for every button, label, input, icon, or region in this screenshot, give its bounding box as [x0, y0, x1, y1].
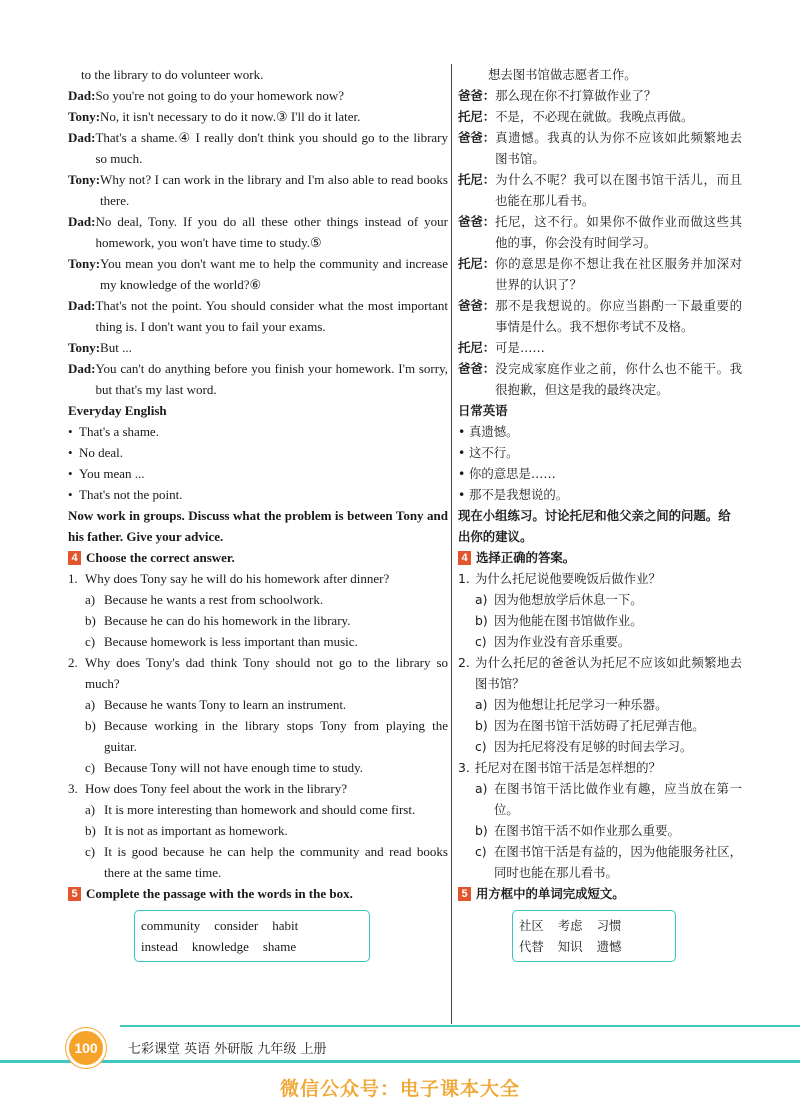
- option-text: 在图书馆干活比做作业有趣，应当放在第一位。: [494, 781, 742, 817]
- question-number: 2.: [68, 655, 78, 670]
- option-text: 因为作业没有音乐重要。: [494, 634, 631, 649]
- section-4-heading-zh: [458, 547, 742, 568]
- answer-option: [68, 757, 448, 778]
- speaker-label: Tony:: [68, 256, 101, 271]
- dialogue-text: 没完成家庭作业之前，你什么也不能干。我很抱歉，但这是我的最终决定。: [495, 361, 742, 397]
- answer-option: [458, 841, 742, 883]
- option-text: 因为托尼将没有足够的时间去学习。: [494, 739, 693, 754]
- bullet-item: [68, 484, 448, 505]
- answer-option: [458, 694, 742, 715]
- dialogue-text: 不是，不必现在就做。我晚点再做。: [495, 109, 694, 124]
- bullet-text: No deal.: [79, 445, 124, 460]
- question-text: 为什么托尼说他要晚饭后做作业？: [475, 571, 661, 586]
- answer-option: [68, 631, 448, 652]
- section-5-number-zh: 5: [458, 887, 471, 901]
- question-text: 为什么托尼的爸爸认为托尼不应该如此频繁地去图书馆？: [475, 655, 742, 691]
- word-box-zh: [512, 910, 676, 962]
- dialogue-text: But ...: [100, 340, 132, 355]
- option-letter: b): [475, 718, 488, 733]
- answer-option: [68, 820, 448, 841]
- section-5-heading: [68, 883, 448, 904]
- dialogue-line-continued: to the library to do volunteer work.: [81, 67, 264, 82]
- dialogue-line: [68, 337, 448, 358]
- footer-rule-top: [120, 1025, 800, 1027]
- option-letter: c): [85, 760, 96, 775]
- dialogue-line: [68, 127, 448, 169]
- answer-option: [458, 589, 742, 610]
- question-number: 3.: [68, 781, 78, 796]
- question-text: 托尼对在图书馆干活是怎样想的？: [475, 760, 661, 775]
- answer-option: [68, 610, 448, 631]
- word-box-item: shame: [262, 939, 297, 954]
- word-box-item: 习惯: [596, 918, 622, 933]
- bullet-text: You mean ...: [79, 466, 145, 481]
- option-letter: b): [85, 613, 96, 628]
- word-box-item: community: [141, 918, 201, 933]
- option-letter: b): [475, 823, 488, 838]
- dialogue-line-continued-zh: 想去图书馆做志愿者工作。: [488, 67, 637, 82]
- answer-option: [458, 820, 742, 841]
- watermark-text: 微信公众号：电子课本大全: [279, 1078, 520, 1100]
- bullet-item: [458, 421, 742, 442]
- chinese-dialogue: [458, 85, 742, 400]
- groups-instruction: Now work in groups. Discuss what the problem is between Tony and his father. Give your advice.: [68, 508, 448, 544]
- word-box-item: 遗憾: [596, 939, 622, 954]
- book-title: 七彩课堂 英语 外研版 九年级 上册: [128, 1042, 327, 1057]
- option-letter: b): [475, 613, 488, 628]
- everyday-english-list-zh: [458, 421, 742, 505]
- speaker-label: Dad:: [68, 361, 96, 376]
- dialogue-text: 那不是我想说的。你应当斟酌一下最重要的事情是什么。我不想你考试不及格。: [495, 298, 742, 334]
- dialogue-text: 真遗憾。我真的认为你不应该如此频繁地去图书馆。: [495, 130, 742, 166]
- speaker-label: Tony:: [68, 109, 101, 124]
- dialogue-text: That's a shame.④ I really don't think you should go to the library so much.: [95, 130, 448, 166]
- section-4-title-zh: 选择正确的答案。: [476, 550, 576, 565]
- bullet-icon: •: [458, 424, 466, 439]
- option-text: Because working in the library stops Tony from playing the guitar.: [104, 718, 448, 754]
- question-text: Why does Tony say he will do his homework after dinner?: [85, 571, 390, 586]
- dialogue-text: 可是……: [495, 340, 545, 355]
- question-number: 1.: [458, 571, 470, 586]
- question: [68, 568, 448, 589]
- speaker-label: Dad:: [68, 130, 96, 145]
- question-number: 2.: [458, 655, 470, 670]
- word-box-item: 知识: [557, 939, 583, 954]
- option-letter: c): [85, 844, 96, 859]
- bullet-text: That's not the point.: [79, 487, 183, 502]
- option-text: It is not as important as homework.: [104, 823, 288, 838]
- word-box-item: consider: [214, 918, 259, 933]
- english-column: [68, 64, 448, 962]
- bullet-text: That's a shame.: [79, 424, 159, 439]
- answer-option: [458, 715, 742, 736]
- question-number: 3.: [458, 760, 470, 775]
- dialogue-line: [458, 127, 742, 169]
- chinese-column: [458, 64, 742, 962]
- speaker-label: Dad:: [68, 298, 96, 313]
- dialogue-text: No deal, Tony. If you do all these other things instead of your homework, you won't have time to study.⑤: [95, 214, 448, 250]
- section-4-questions-zh: [458, 568, 742, 883]
- section-5-title: Complete the passage with the words in the box.: [86, 886, 353, 901]
- section-4-heading: [68, 547, 448, 568]
- dialogue-line: [458, 253, 742, 295]
- dialogue-text: 那么现在你不打算做作业了？: [495, 88, 657, 103]
- word-box-item: instead: [141, 939, 178, 954]
- groups-instruction-zh: 现在小组练习。讨论托尼和他父亲之间的问题。给出你的建议。: [458, 508, 731, 544]
- option-text: 因为他想放学后休息一下。: [494, 592, 643, 607]
- section-4-number: 4: [68, 551, 81, 565]
- speaker-label: Dad:: [68, 214, 96, 229]
- bullet-icon: •: [458, 445, 466, 460]
- dialogue-text: No, it isn't necessary to do it now.③ I'll do it later.: [100, 109, 361, 124]
- option-letter: a): [85, 592, 96, 607]
- option-letter: a): [475, 781, 488, 796]
- option-letter: c): [475, 844, 487, 859]
- speaker-label: 托尼：: [458, 109, 496, 124]
- bullet-item: [68, 421, 448, 442]
- option-letter: b): [85, 823, 96, 838]
- speaker-label: Tony:: [68, 172, 101, 187]
- dialogue-line: [68, 106, 448, 127]
- speaker-label: 爸爸：: [458, 361, 496, 376]
- answer-option: [68, 589, 448, 610]
- speaker-label: 爸爸：: [458, 214, 496, 229]
- question: [458, 757, 742, 778]
- option-letter: c): [475, 634, 487, 649]
- option-text: 在图书馆干活是有益的，因为他能服务社区，同时也能在那儿看书。: [494, 844, 742, 880]
- footer-rule: [0, 1060, 800, 1063]
- question: [458, 568, 742, 589]
- bullet-icon: •: [458, 466, 466, 481]
- bullet-text: 这不行。: [469, 445, 519, 460]
- section-4-questions: [68, 568, 448, 883]
- bullet-item: [458, 463, 742, 484]
- speaker-label: Tony:: [68, 340, 101, 355]
- speaker-label: 托尼：: [458, 256, 496, 271]
- dialogue-text: 你的意思是你不想让我在社区服务并加深对世界的认识了？: [495, 256, 742, 292]
- section-5-number: 5: [68, 887, 81, 901]
- english-dialogue: [68, 85, 448, 400]
- bullet-icon: •: [68, 487, 73, 502]
- question-number: 1.: [68, 571, 78, 586]
- bullet-item: [68, 463, 448, 484]
- dialogue-line: [458, 85, 742, 106]
- option-letter: a): [475, 697, 488, 712]
- word-box-item: 代替: [519, 939, 544, 954]
- bullet-item: [68, 442, 448, 463]
- question: [458, 652, 742, 694]
- bullet-item: [458, 484, 742, 505]
- bullet-icon: •: [68, 445, 73, 460]
- answer-option: [458, 736, 742, 757]
- dialogue-line: [68, 295, 448, 337]
- option-text: 因为他想让托尼学习一种乐器。: [494, 697, 668, 712]
- answer-option: [458, 610, 742, 631]
- option-letter: b): [85, 718, 96, 733]
- speaker-label: 托尼：: [458, 172, 496, 187]
- option-text: It is more interesting than homework and should come first.: [104, 802, 416, 817]
- speaker-label: 托尼：: [458, 340, 496, 355]
- option-letter: c): [475, 739, 487, 754]
- speaker-label: Dad:: [68, 88, 96, 103]
- option-text: Because he can do his homework in the library.: [104, 613, 351, 628]
- option-text: 因为在图书馆干活妨碍了托尼弹吉他。: [494, 718, 705, 733]
- dialogue-line: [458, 358, 742, 400]
- option-letter: a): [85, 802, 96, 817]
- speaker-label: 爸爸：: [458, 88, 496, 103]
- option-text: Because homework is less important than music.: [104, 634, 358, 649]
- dialogue-text: You mean you don't want me to help the community and increase my knowledge of the world?⑥: [100, 256, 448, 292]
- option-text: It is good because he can help the community and read books there at the same time.: [104, 844, 448, 880]
- bullet-icon: •: [68, 466, 73, 481]
- question-text: How does Tony feel about the work in the library?: [85, 781, 348, 796]
- section-5-heading-zh: [458, 883, 742, 904]
- dialogue-line: [458, 295, 742, 337]
- bullet-text: 你的意思是……: [469, 466, 556, 481]
- dialogue-line: [458, 106, 742, 127]
- word-box-item: knowledge: [191, 939, 249, 954]
- word-box-item: habit: [272, 918, 299, 933]
- section-5-title-zh: 用方框中的单词完成短文。: [476, 886, 625, 901]
- question: [68, 652, 448, 694]
- everyday-english-title: Everyday English: [68, 403, 167, 418]
- section-4-number-zh: 4: [458, 551, 471, 565]
- everyday-english-title-zh: 日常英语: [458, 403, 508, 418]
- everyday-english-list: [68, 421, 448, 505]
- bullet-icon: •: [458, 487, 466, 502]
- bullet-text: 那不是我想说的。: [469, 487, 569, 502]
- dialogue-text: 托尼，这不行。如果你不做作业而做这些其他的事，你会没有时间学习。: [495, 214, 742, 250]
- answer-option: [68, 799, 448, 820]
- dialogue-line: [458, 211, 742, 253]
- dialogue-line: [68, 169, 448, 211]
- bullet-text: 真遗憾。: [469, 424, 519, 439]
- speaker-label: 爸爸：: [458, 130, 496, 145]
- dialogue-text: 为什么不呢？我可以在图书馆干活儿，而且也能在那儿看书。: [495, 172, 742, 208]
- bullet-item: [458, 442, 742, 463]
- dialogue-line: [68, 253, 448, 295]
- word-box-item: 考虑: [557, 918, 583, 933]
- answer-option: [68, 715, 448, 757]
- option-text: Because he wants a rest from schoolwork.: [104, 592, 324, 607]
- option-letter: c): [85, 634, 96, 649]
- answer-option: [458, 778, 742, 820]
- word-box: [134, 910, 370, 962]
- dialogue-text: You can't do anything before you finish your homework. I'm sorry, but that's my last word.: [95, 361, 448, 397]
- question-text: Why does Tony's dad think Tony should not go to the library so much?: [85, 655, 448, 691]
- bullet-icon: •: [68, 424, 73, 439]
- dialogue-text: Why not? I can work in the library and I'm also able to read books there.: [100, 172, 448, 208]
- option-text: Because Tony will not have enough time to study.: [104, 760, 364, 775]
- dialogue-line: [68, 211, 448, 253]
- option-text: 因为他能在图书馆做作业。: [494, 613, 643, 628]
- option-letter: a): [475, 592, 488, 607]
- question: [68, 778, 448, 799]
- answer-option: [68, 841, 448, 883]
- section-4-title: Choose the correct answer.: [86, 550, 235, 565]
- dialogue-text: That's not the point. You should consider what the most important thing is. I don't want you to fail your exams.: [95, 298, 448, 334]
- page-number: 100: [66, 1028, 106, 1068]
- dialogue-line: [458, 337, 742, 358]
- option-text: Because he wants Tony to learn an instrument.: [104, 697, 347, 712]
- column-divider: [451, 64, 452, 1024]
- answer-option: [68, 694, 448, 715]
- dialogue-line: [68, 85, 448, 106]
- word-box-item: 社区: [519, 918, 544, 933]
- speaker-label: 爸爸：: [458, 298, 496, 313]
- option-text: 在图书馆干活不如作业那么重要。: [494, 823, 680, 838]
- dialogue-line: [458, 169, 742, 211]
- option-letter: a): [85, 697, 96, 712]
- dialogue-text: So you're not going to do your homework now?: [95, 88, 345, 103]
- dialogue-line: [68, 358, 448, 400]
- answer-option: [458, 631, 742, 652]
